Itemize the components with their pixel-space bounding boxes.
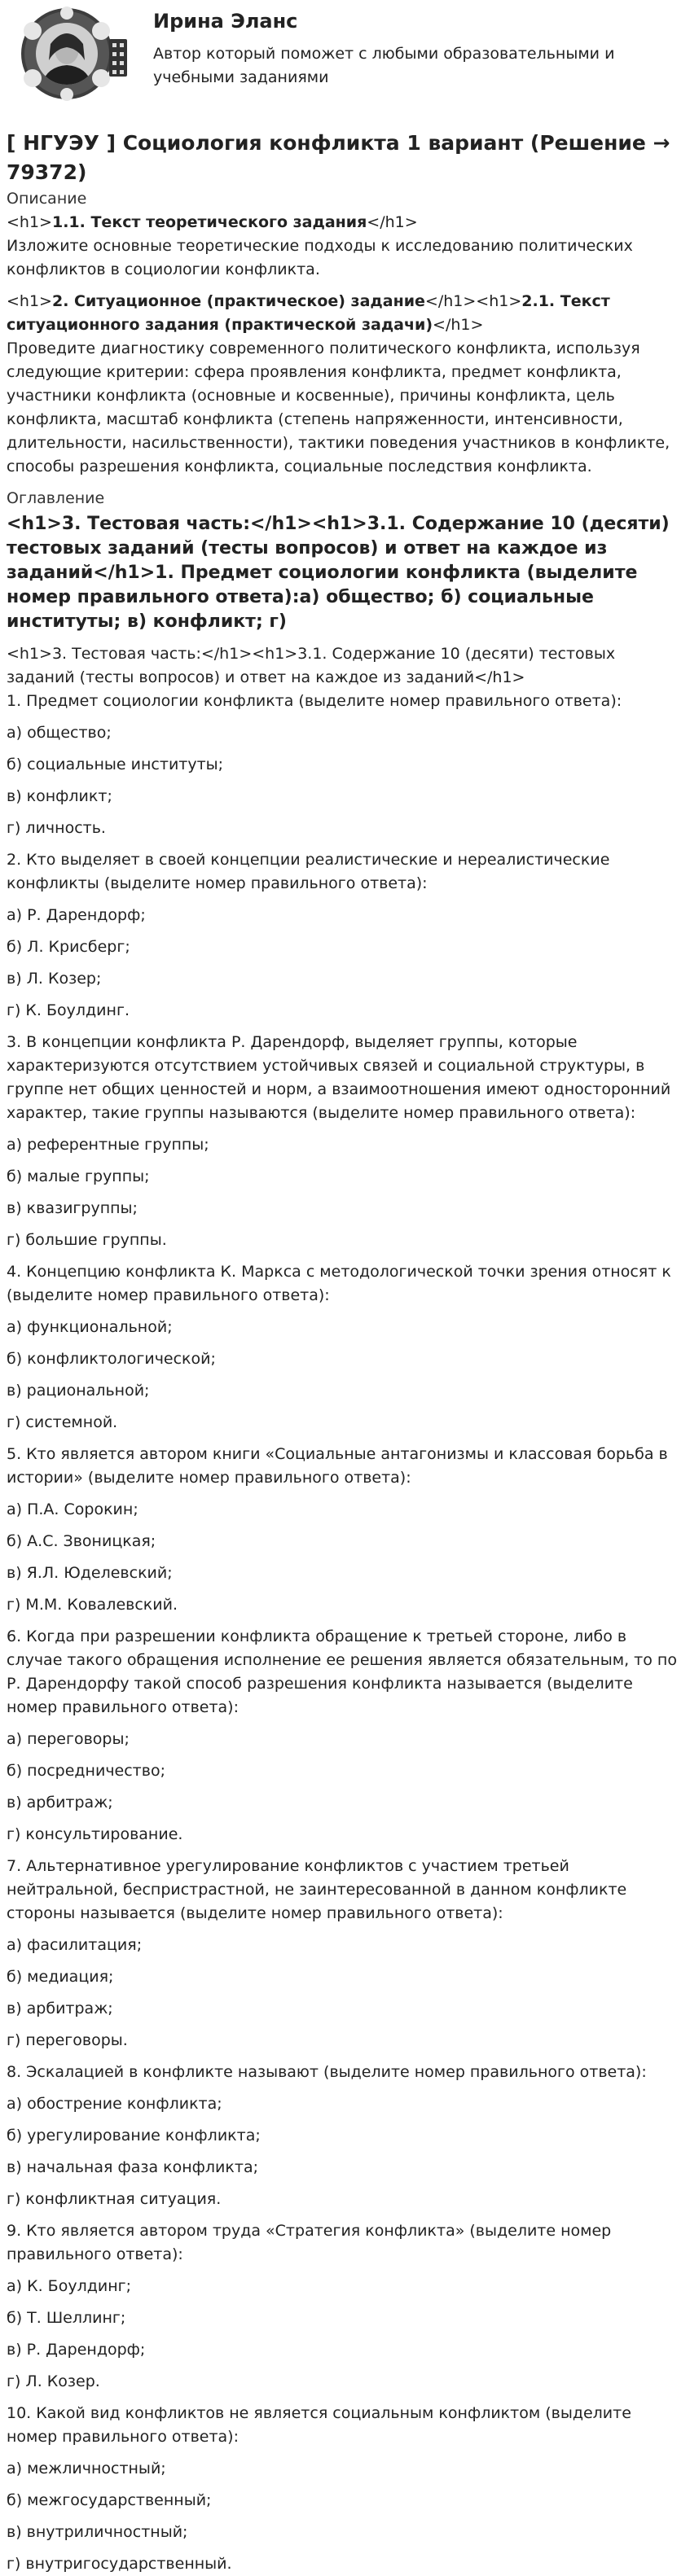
answer-option: г) консультирование. [7, 1825, 183, 1843]
question-text: 1. Предмет социологии конфликта (выделите номер правильного ответа): [7, 692, 622, 710]
answer-option: б) малые группы; [7, 1168, 150, 1185]
raw-tag: </h1> [433, 316, 484, 334]
raw-tag: </h1><h1> [424, 292, 522, 310]
answer-option: б) медиация; [7, 1968, 114, 1986]
task2-subtitle: 2.1. Текст ситуационного задания (практической задачи) [7, 292, 610, 334]
question-text: 2. Кто выделяет в своей концепции реалистические и нереалистические конфликты (выделите номер правильного ответа): [7, 851, 610, 892]
answer-option: а) К. Боулдинг; [7, 2277, 132, 2295]
answer-option: в) внутриличностный; [7, 2523, 188, 2541]
answer-option: г) конфликтная ситуация. [7, 2190, 222, 2208]
question-text: 6. Когда при разрешении конфликта обращение к третьей стороне, либо в случае такого обращения исполнение ее решения является обязательным, то по Р. Дарендорфу такой способ разрешения конфликта называется (выделите номер правильного ответа): [7, 1628, 677, 1716]
answer-option: г) Л. Козер. [7, 2372, 100, 2390]
raw-tag: </h1> [367, 213, 418, 231]
question [7, 2402, 683, 2576]
answer-option: в) конфликт; [7, 787, 112, 805]
answer-option: г) системной. [7, 1413, 118, 1431]
question [7, 1443, 683, 1617]
question-text: 8. Эскалацией в конфликте называют (выделите номер правильного ответа): [7, 2063, 647, 2081]
author-card [7, 0, 683, 129]
toc-label: Оглавление [7, 489, 105, 507]
answer-option: а) функциональной; [7, 1318, 173, 1336]
answer-option: а) Р. Дарендорф; [7, 906, 146, 924]
answer-option: б) Т. Шеллинг; [7, 2309, 126, 2327]
question [7, 2061, 683, 2211]
question [7, 1260, 683, 1435]
question [7, 690, 683, 840]
answer-option: а) фасилитация; [7, 1936, 143, 1954]
task1-title: 1.1. Текст теоретического задания [51, 213, 367, 231]
answer-option: а) переговоры; [7, 1730, 130, 1748]
answer-option: в) Я.Л. Юделевский; [7, 1564, 173, 1582]
raw-tag: <h1> [7, 213, 52, 231]
answer-option: б) А.С. Звоницкая; [7, 1532, 156, 1550]
answer-option: б) социальные институты; [7, 756, 224, 773]
answer-option: в) арбитраж; [7, 1794, 113, 1812]
question-text: 9. Кто является автором труда «Стратегия конфликта» (выделите номер правильного ответа): [7, 2222, 612, 2263]
answer-option: г) личность. [7, 819, 106, 837]
answer-option: в) Л. Козер; [7, 970, 102, 988]
answer-option: б) межгосударственный; [7, 2491, 212, 2509]
answer-option: в) квазигруппы; [7, 1199, 138, 1217]
answer-option: г) М.М. Ковалевский. [7, 1596, 178, 1614]
question [7, 1855, 683, 2052]
question-text: 5. Кто является автором книги «Социальные антагонизмы и классовая борьба в истории» (выделите номер правильного ответа): [7, 1445, 668, 1487]
task2-heading [7, 290, 683, 337]
toc-intro: <h1>3. Тестовая часть:</h1><h1>3.1. Содержание 10 (десяти) тестовых заданий (тесты вопросов) и ответ на каждое из заданий</h1> [7, 645, 616, 686]
raw-tag: <h1> [7, 292, 52, 310]
answer-option: а) межличностный; [7, 2460, 166, 2477]
question-text: 10. Какой вид конфликтов не является социальным конфликтом (выделите номер правильного ответа): [7, 2404, 631, 2446]
question [7, 848, 683, 1023]
avatar[interactable] [8, 7, 130, 103]
description-label: Описание [7, 190, 87, 208]
answer-option: а) референтные группы; [7, 1136, 209, 1154]
answer-option: г) внутригосударственный. [7, 2555, 232, 2573]
answer-option: в) Р. Дарендорф; [7, 2341, 146, 2359]
task1-heading [7, 211, 683, 234]
author-name[interactable]: Ирина Эланс [153, 10, 298, 33]
toc-heading: <h1>3. Тестовая часть:</h1><h1>3.1. Содержание 10 (десяти) тестовых заданий (тесты вопросов) и ответ на каждое из заданий</h1>1. Предмет социологии конфликта (выделите номер правильного ответа):а) общество; б) социальные институты; в) конфликт; г) [7, 514, 670, 632]
question [7, 2219, 683, 2394]
page-title: [ НГУЭУ ] Социология конфликта 1 вариант (Решение → 79372) [7, 131, 670, 184]
answer-option: г) переговоры. [7, 2031, 128, 2049]
question-list [7, 690, 683, 2576]
answer-option: а) общество; [7, 724, 112, 742]
author-description: Автор который поможет с любыми образовательными и учебными заданиями [153, 45, 615, 86]
answer-option: б) урегулирование конфликта; [7, 2127, 261, 2144]
task1-text: Изложите основные теоретические подходы к исследованию политических конфликтов в социологии конфликта. [7, 237, 633, 278]
question-text: 3. В концепции конфликта Р. Дарендорф, выделяет группы, которые характеризуются отсутствием устойчивых связей и социальной структуры, в группе нет общих ценностей и норм, а взаимоотношения имеют односторонний характер, такие группы называются (выделите номер правильного ответа): [7, 1033, 671, 1122]
answer-option: в) арбитраж; [7, 2000, 113, 2017]
answer-option: а) обострение конфликта; [7, 2095, 222, 2113]
answer-option: б) Л. Крисберг; [7, 938, 130, 956]
task2-text: Проведите диагностику современного политического конфликта, используя следующие критерии: сфера проявления конфликта, предмет конфликта, участники конфликта (основные и косвенные), причины конфликта, цель конфликта, масштаб конфликта (степень напряженности, интенсивности, длительности, насильственности), тактики поведения участников в конфликте, способы разрешения конфликта, социальные последствия конфликта. [7, 340, 670, 475]
answer-option: б) посредничество; [7, 1762, 165, 1780]
answer-option: г) большие группы. [7, 1231, 167, 1249]
answer-option: б) конфликтологической; [7, 1350, 216, 1368]
question-text: 4. Концепцию конфликта К. Маркса с методологической точки зрения относят к (выделите номер правильного ответа): [7, 1263, 671, 1304]
question [7, 1625, 683, 1847]
answer-option: а) П.А. Сорокин; [7, 1500, 138, 1518]
answer-option: в) начальная фаза конфликта; [7, 2158, 258, 2176]
task2-title: 2. Ситуационное (практическое) задание [51, 292, 425, 310]
question-text: 7. Альтернативное урегулирование конфликтов с участием третьей нейтральной, беспристрастной, не заинтересованной в данном конфликте стороны называется (выделите номер правильного ответа): [7, 1857, 627, 1922]
answer-option: в) рациональной; [7, 1382, 150, 1400]
answer-option: г) К. Боулдинг. [7, 1001, 130, 1019]
avatar-film-reel-icon [8, 7, 130, 103]
question [7, 1031, 683, 1252]
